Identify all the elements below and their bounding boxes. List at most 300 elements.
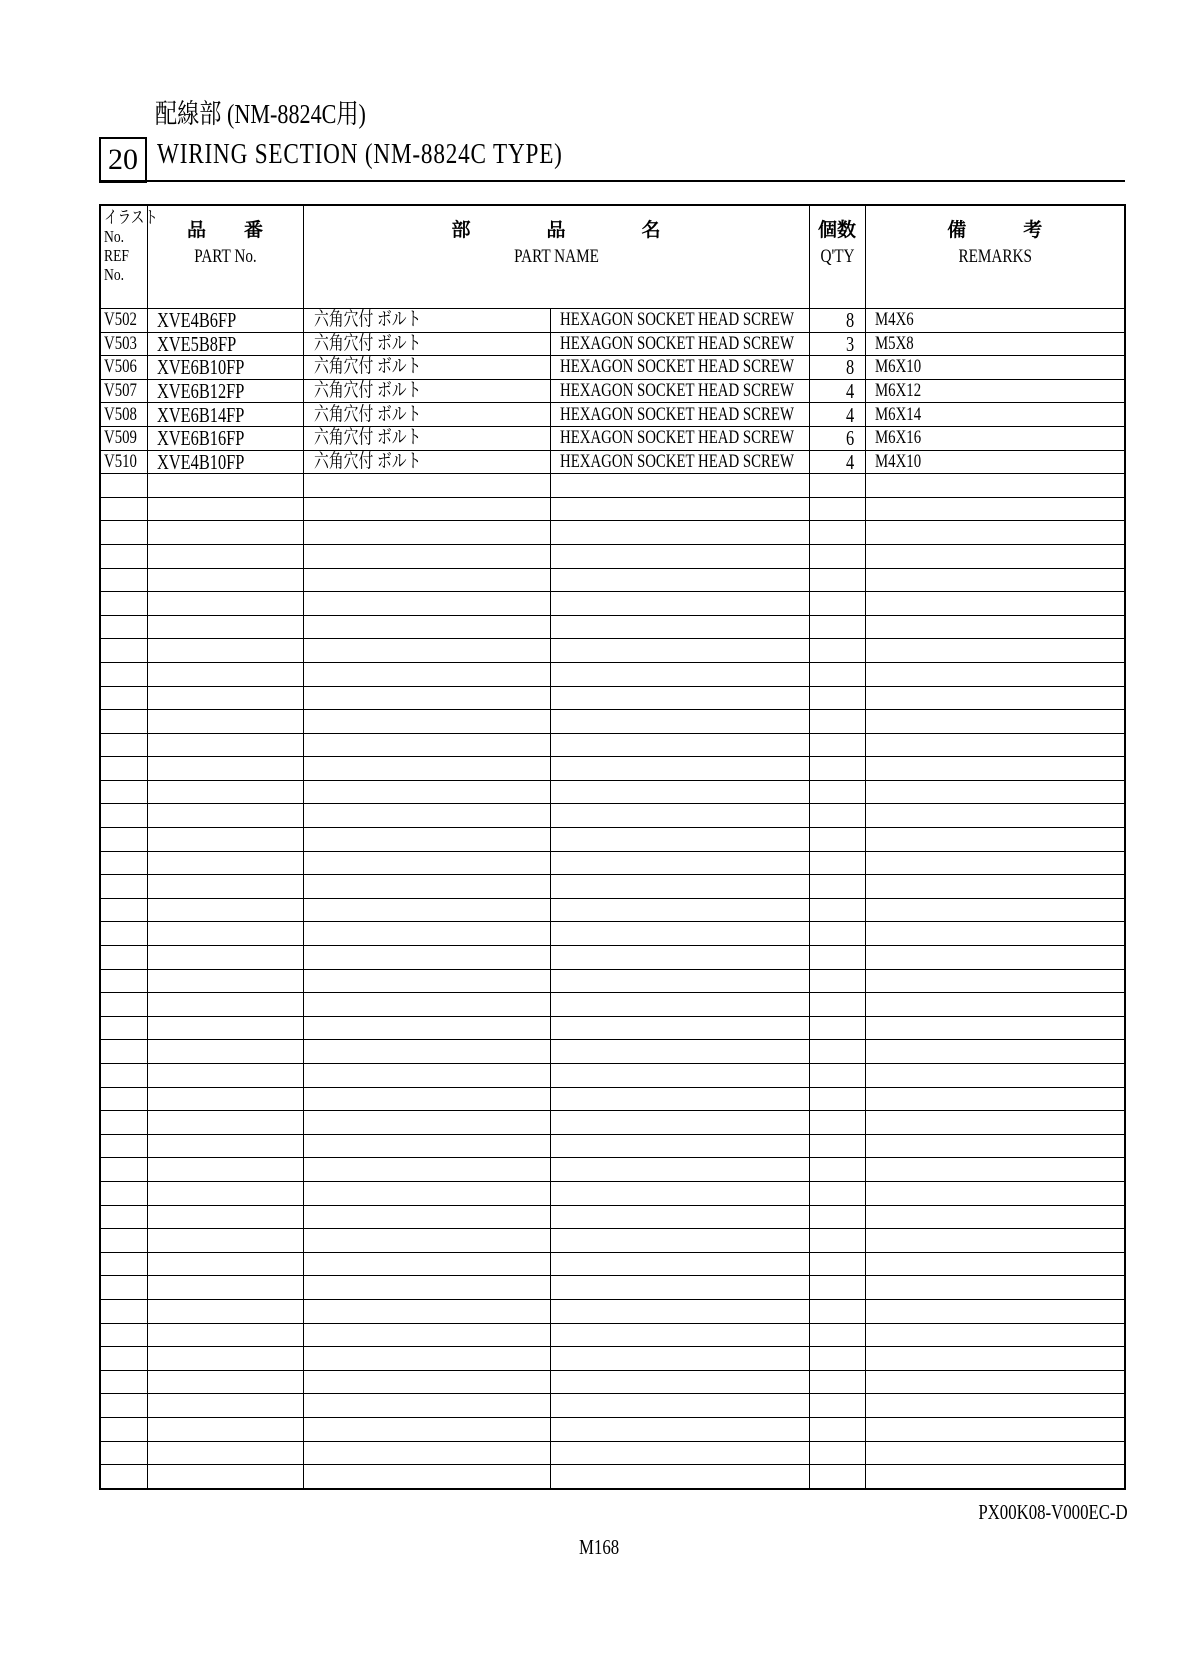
qty-cell-text: 4 xyxy=(846,379,855,404)
empty-cell xyxy=(550,1370,809,1394)
empty-cell xyxy=(865,1417,1125,1441)
ref-cell xyxy=(100,356,147,380)
empty-cell xyxy=(865,568,1125,592)
empty-cell xyxy=(809,639,865,663)
part-name-en-cell xyxy=(550,356,809,380)
empty-cell xyxy=(100,780,147,804)
remarks-cell xyxy=(865,356,1125,380)
section-number-box: 20 xyxy=(99,137,147,183)
qty-cell-text: 4 xyxy=(846,402,855,427)
empty-cell xyxy=(147,946,303,970)
empty-cell xyxy=(100,1229,147,1253)
empty-cell xyxy=(865,1323,1125,1347)
empty-cell xyxy=(303,1299,550,1323)
part-no-cell-text: XVE5B8FP xyxy=(156,331,236,356)
empty-cell xyxy=(550,780,809,804)
part-name-en-cell-text: HEXAGON SOCKET HEAD SCREW xyxy=(559,450,794,472)
empty-cell xyxy=(100,1465,147,1489)
empty-cell xyxy=(809,1181,865,1205)
empty-cell xyxy=(147,1465,303,1489)
empty-cell xyxy=(809,969,865,993)
empty-cell xyxy=(550,922,809,946)
empty-cell xyxy=(147,1205,303,1229)
empty-cell xyxy=(809,1347,865,1371)
empty-cell xyxy=(147,497,303,521)
empty-cell xyxy=(809,993,865,1017)
empty-cell xyxy=(147,733,303,757)
part-name-jp-cell xyxy=(303,403,550,427)
empty-cell xyxy=(550,1181,809,1205)
empty-cell xyxy=(550,497,809,521)
remarks-cell xyxy=(865,332,1125,356)
part-name-jp-cell-text: 六角穴付 ボルト xyxy=(313,403,421,425)
header-part-no-en: PART No. xyxy=(193,246,257,267)
part-no-cell-text: XVE6B14FP xyxy=(156,402,244,427)
empty-cell xyxy=(147,1347,303,1371)
empty-cell xyxy=(550,1111,809,1135)
empty-cell xyxy=(550,946,809,970)
empty-cell xyxy=(865,474,1125,498)
empty-cell xyxy=(550,875,809,899)
empty-cell xyxy=(147,922,303,946)
empty-table-row xyxy=(100,780,1125,804)
empty-cell xyxy=(865,1040,1125,1064)
empty-cell xyxy=(147,993,303,1017)
ref-cell xyxy=(100,379,147,403)
empty-cell xyxy=(100,946,147,970)
part-name-jp-cell xyxy=(303,309,550,333)
part-no-cell xyxy=(147,332,303,356)
empty-cell xyxy=(550,1323,809,1347)
empty-cell xyxy=(147,615,303,639)
ref-cell xyxy=(100,332,147,356)
empty-cell xyxy=(147,1111,303,1135)
empty-cell xyxy=(865,969,1125,993)
empty-cell xyxy=(809,1087,865,1111)
empty-cell xyxy=(100,1064,147,1088)
empty-table-row xyxy=(100,1158,1125,1182)
empty-table-row xyxy=(100,544,1125,568)
empty-cell xyxy=(865,851,1125,875)
table-row xyxy=(100,356,1125,380)
empty-cell xyxy=(865,898,1125,922)
empty-cell xyxy=(147,1441,303,1465)
empty-cell xyxy=(550,662,809,686)
empty-cell xyxy=(303,1134,550,1158)
part-no-cell xyxy=(147,450,303,474)
empty-cell xyxy=(147,1134,303,1158)
empty-cell xyxy=(100,993,147,1017)
empty-cell xyxy=(865,946,1125,970)
empty-cell xyxy=(147,544,303,568)
empty-cell xyxy=(809,1205,865,1229)
empty-cell xyxy=(147,662,303,686)
empty-cell xyxy=(303,922,550,946)
part-name-jp-cell-text: 六角穴付 ボルト xyxy=(313,356,421,378)
empty-cell xyxy=(865,1134,1125,1158)
part-name-jp-cell-text: 六角穴付 ボルト xyxy=(313,309,421,331)
page-number xyxy=(0,1535,1198,1560)
empty-cell xyxy=(865,922,1125,946)
qty-cell-text: 8 xyxy=(846,355,855,380)
empty-cell xyxy=(550,1134,809,1158)
empty-table-row xyxy=(100,615,1125,639)
empty-table-row xyxy=(100,639,1125,663)
empty-cell xyxy=(100,1347,147,1371)
empty-cell xyxy=(550,1205,809,1229)
empty-cell xyxy=(550,1299,809,1323)
empty-cell xyxy=(865,875,1125,899)
empty-cell xyxy=(100,615,147,639)
remarks-cell-text: M4X10 xyxy=(874,450,921,472)
empty-cell xyxy=(550,1040,809,1064)
empty-cell xyxy=(100,1323,147,1347)
empty-table-row xyxy=(100,1323,1125,1347)
empty-cell xyxy=(303,1111,550,1135)
empty-cell xyxy=(865,1276,1125,1300)
ref-cell-text: V503 xyxy=(104,332,137,354)
empty-table-row xyxy=(100,898,1125,922)
empty-cell xyxy=(550,592,809,616)
empty-cell xyxy=(100,1417,147,1441)
empty-cell xyxy=(303,1205,550,1229)
empty-cell xyxy=(865,1441,1125,1465)
empty-cell xyxy=(809,686,865,710)
empty-table-row xyxy=(100,1347,1125,1371)
empty-cell xyxy=(809,474,865,498)
empty-table-row xyxy=(100,1064,1125,1088)
empty-table-row xyxy=(100,1087,1125,1111)
ref-cell-text: V507 xyxy=(104,380,137,402)
empty-cell xyxy=(865,757,1125,781)
remarks-cell xyxy=(865,403,1125,427)
empty-table-row xyxy=(100,875,1125,899)
empty-cell xyxy=(865,828,1125,852)
header-remarks xyxy=(865,205,1125,309)
empty-cell xyxy=(303,474,550,498)
empty-cell xyxy=(147,521,303,545)
empty-cell xyxy=(865,544,1125,568)
empty-cell xyxy=(100,662,147,686)
empty-cell xyxy=(100,1205,147,1229)
empty-cell xyxy=(865,497,1125,521)
empty-cell xyxy=(865,1252,1125,1276)
empty-cell xyxy=(865,780,1125,804)
empty-cell xyxy=(303,1252,550,1276)
empty-cell xyxy=(550,544,809,568)
empty-table-row xyxy=(100,686,1125,710)
empty-cell xyxy=(550,1229,809,1253)
empty-cell xyxy=(147,969,303,993)
empty-cell xyxy=(550,1465,809,1489)
empty-table-row xyxy=(100,1394,1125,1418)
ref-cell xyxy=(100,450,147,474)
empty-cell xyxy=(303,1394,550,1418)
empty-cell xyxy=(865,1158,1125,1182)
empty-cell xyxy=(303,521,550,545)
empty-cell xyxy=(809,1229,865,1253)
empty-cell xyxy=(147,1064,303,1088)
empty-cell xyxy=(809,1252,865,1276)
empty-table-row xyxy=(100,1181,1125,1205)
empty-cell xyxy=(303,804,550,828)
empty-cell xyxy=(100,497,147,521)
empty-cell xyxy=(147,639,303,663)
ref-cell-text: V510 xyxy=(104,450,137,472)
empty-table-row xyxy=(100,474,1125,498)
empty-cell xyxy=(147,710,303,734)
part-name-jp-cell-text: 六角穴付 ボルト xyxy=(313,380,421,402)
empty-cell xyxy=(303,710,550,734)
empty-cell xyxy=(303,828,550,852)
header-ref-en: REF xyxy=(104,246,129,265)
empty-cell xyxy=(550,851,809,875)
empty-cell xyxy=(809,1370,865,1394)
empty-cell xyxy=(809,875,865,899)
part-name-en-cell-text: HEXAGON SOCKET HEAD SCREW xyxy=(559,356,794,378)
empty-cell xyxy=(147,780,303,804)
empty-cell xyxy=(303,1441,550,1465)
empty-cell xyxy=(303,1064,550,1088)
empty-cell xyxy=(550,757,809,781)
part-no-cell-text: XVE6B16FP xyxy=(156,426,244,451)
empty-cell xyxy=(809,1394,865,1418)
empty-cell xyxy=(303,592,550,616)
empty-cell xyxy=(100,804,147,828)
empty-cell xyxy=(550,639,809,663)
empty-cell xyxy=(809,922,865,946)
empty-cell xyxy=(147,828,303,852)
empty-cell xyxy=(865,710,1125,734)
empty-cell xyxy=(303,1040,550,1064)
table-row xyxy=(100,403,1125,427)
empty-cell xyxy=(147,1252,303,1276)
empty-cell xyxy=(809,615,865,639)
empty-cell xyxy=(303,1016,550,1040)
empty-cell xyxy=(809,1064,865,1088)
empty-cell xyxy=(809,710,865,734)
empty-cell xyxy=(100,828,147,852)
empty-cell xyxy=(550,898,809,922)
table-row xyxy=(100,426,1125,450)
empty-cell xyxy=(809,592,865,616)
empty-cell xyxy=(100,639,147,663)
empty-table-row xyxy=(100,757,1125,781)
part-no-cell-text: XVE6B12FP xyxy=(156,379,244,404)
empty-cell xyxy=(147,804,303,828)
empty-table-row xyxy=(100,1040,1125,1064)
empty-cell xyxy=(550,969,809,993)
empty-cell xyxy=(809,544,865,568)
empty-cell xyxy=(303,946,550,970)
part-name-en-cell-text: HEXAGON SOCKET HEAD SCREW xyxy=(559,427,794,449)
header-part-no-jp: 品 番 xyxy=(186,220,263,241)
empty-cell xyxy=(147,1229,303,1253)
empty-cell xyxy=(100,898,147,922)
empty-cell xyxy=(303,1276,550,1300)
ref-cell-text: V502 xyxy=(104,309,137,331)
empty-cell xyxy=(100,568,147,592)
empty-cell xyxy=(147,1299,303,1323)
header-part-no xyxy=(147,205,303,309)
empty-cell xyxy=(303,780,550,804)
empty-cell xyxy=(809,804,865,828)
qty-cell-text: 4 xyxy=(846,449,855,474)
empty-cell xyxy=(303,733,550,757)
empty-cell xyxy=(809,521,865,545)
empty-cell xyxy=(865,733,1125,757)
empty-table-row xyxy=(100,1370,1125,1394)
empty-cell xyxy=(100,851,147,875)
remarks-cell-text: M6X14 xyxy=(874,403,921,425)
part-name-jp-cell xyxy=(303,356,550,380)
table-header-row xyxy=(100,205,1125,309)
part-name-jp-cell-text: 六角穴付 ボルト xyxy=(313,450,421,472)
empty-cell xyxy=(809,946,865,970)
empty-table-row xyxy=(100,497,1125,521)
empty-cell xyxy=(303,1158,550,1182)
empty-cell xyxy=(147,1417,303,1441)
empty-cell xyxy=(550,1158,809,1182)
empty-cell xyxy=(550,993,809,1017)
empty-cell xyxy=(303,662,550,686)
ref-cell xyxy=(100,309,147,333)
part-name-jp-cell xyxy=(303,450,550,474)
empty-cell xyxy=(100,710,147,734)
remarks-cell-text: M6X12 xyxy=(874,380,921,402)
empty-table-row xyxy=(100,1252,1125,1276)
ref-cell xyxy=(100,403,147,427)
empty-table-row xyxy=(100,851,1125,875)
empty-cell xyxy=(303,1347,550,1371)
empty-table-row xyxy=(100,662,1125,686)
header-ref-jp: イラスト xyxy=(104,208,158,227)
header-qty-en: Q'TY xyxy=(820,246,855,267)
empty-cell xyxy=(303,1370,550,1394)
empty-table-row xyxy=(100,969,1125,993)
empty-cell xyxy=(809,1016,865,1040)
empty-cell xyxy=(303,757,550,781)
document-code: PX00K08-V000EC-D xyxy=(978,1500,1128,1524)
empty-cell xyxy=(550,1417,809,1441)
empty-cell xyxy=(865,1229,1125,1253)
empty-cell xyxy=(100,1370,147,1394)
empty-cell xyxy=(100,733,147,757)
remarks-cell-text: M5X8 xyxy=(874,332,914,354)
empty-cell xyxy=(100,922,147,946)
empty-cell xyxy=(100,1087,147,1111)
empty-cell xyxy=(100,1181,147,1205)
empty-cell xyxy=(865,804,1125,828)
empty-cell xyxy=(809,828,865,852)
empty-cell xyxy=(147,875,303,899)
ref-cell-text: V506 xyxy=(104,356,137,378)
empty-cell xyxy=(550,568,809,592)
empty-cell xyxy=(550,828,809,852)
header-part-name-en: PART NAME xyxy=(513,246,599,267)
empty-cell xyxy=(303,1087,550,1111)
empty-cell xyxy=(865,592,1125,616)
remarks-cell-text: M4X6 xyxy=(874,309,914,331)
table-row xyxy=(100,332,1125,356)
empty-cell xyxy=(303,1181,550,1205)
part-name-en-cell xyxy=(550,379,809,403)
empty-cell xyxy=(550,1394,809,1418)
empty-cell xyxy=(303,969,550,993)
part-name-en-cell xyxy=(550,403,809,427)
remarks-cell xyxy=(865,379,1125,403)
empty-cell xyxy=(809,1441,865,1465)
empty-cell xyxy=(865,1465,1125,1489)
empty-cell xyxy=(100,1040,147,1064)
empty-cell xyxy=(100,521,147,545)
header-ref-no xyxy=(100,205,158,309)
empty-cell xyxy=(100,875,147,899)
empty-cell xyxy=(809,1465,865,1489)
empty-cell xyxy=(303,1229,550,1253)
part-name-en-cell xyxy=(550,426,809,450)
empty-cell xyxy=(100,592,147,616)
header-qty xyxy=(809,205,865,309)
remarks-cell xyxy=(865,426,1125,450)
empty-cell xyxy=(550,1441,809,1465)
empty-cell xyxy=(147,686,303,710)
empty-cell xyxy=(809,757,865,781)
empty-cell xyxy=(809,568,865,592)
part-no-cell xyxy=(147,379,303,403)
header-remarks-en: REMARKS xyxy=(958,246,1032,267)
part-no-cell-text: XVE6B10FP xyxy=(156,355,244,380)
empty-cell xyxy=(865,662,1125,686)
empty-cell xyxy=(865,1394,1125,1418)
empty-cell xyxy=(100,1299,147,1323)
empty-table-row xyxy=(100,1111,1125,1135)
empty-table-row xyxy=(100,521,1125,545)
remarks-cell-text: M6X10 xyxy=(874,356,921,378)
empty-table-row xyxy=(100,946,1125,970)
part-name-en-cell-text: HEXAGON SOCKET HEAD SCREW xyxy=(559,332,794,354)
part-name-jp-cell-text: 六角穴付 ボルト xyxy=(313,427,421,449)
remarks-cell xyxy=(865,309,1125,333)
empty-cell xyxy=(303,686,550,710)
empty-cell xyxy=(100,686,147,710)
empty-table-row xyxy=(100,1276,1125,1300)
empty-cell xyxy=(100,1394,147,1418)
empty-cell xyxy=(147,1016,303,1040)
empty-table-row xyxy=(100,1417,1125,1441)
empty-cell xyxy=(147,1181,303,1205)
empty-cell xyxy=(100,1252,147,1276)
empty-cell xyxy=(865,1111,1125,1135)
empty-cell xyxy=(550,1064,809,1088)
empty-cell xyxy=(303,639,550,663)
empty-cell xyxy=(550,1276,809,1300)
empty-cell xyxy=(550,521,809,545)
empty-cell xyxy=(865,521,1125,545)
empty-cell xyxy=(100,1111,147,1135)
japanese-section-title: 配線部 (NM-8824C用) xyxy=(155,99,366,129)
empty-cell xyxy=(865,1016,1125,1040)
empty-cell xyxy=(147,898,303,922)
empty-cell xyxy=(865,1181,1125,1205)
empty-cell xyxy=(809,898,865,922)
empty-table-row xyxy=(100,1299,1125,1323)
empty-cell xyxy=(550,686,809,710)
empty-cell xyxy=(147,474,303,498)
part-name-en-cell xyxy=(550,450,809,474)
empty-cell xyxy=(809,497,865,521)
empty-cell xyxy=(809,1276,865,1300)
